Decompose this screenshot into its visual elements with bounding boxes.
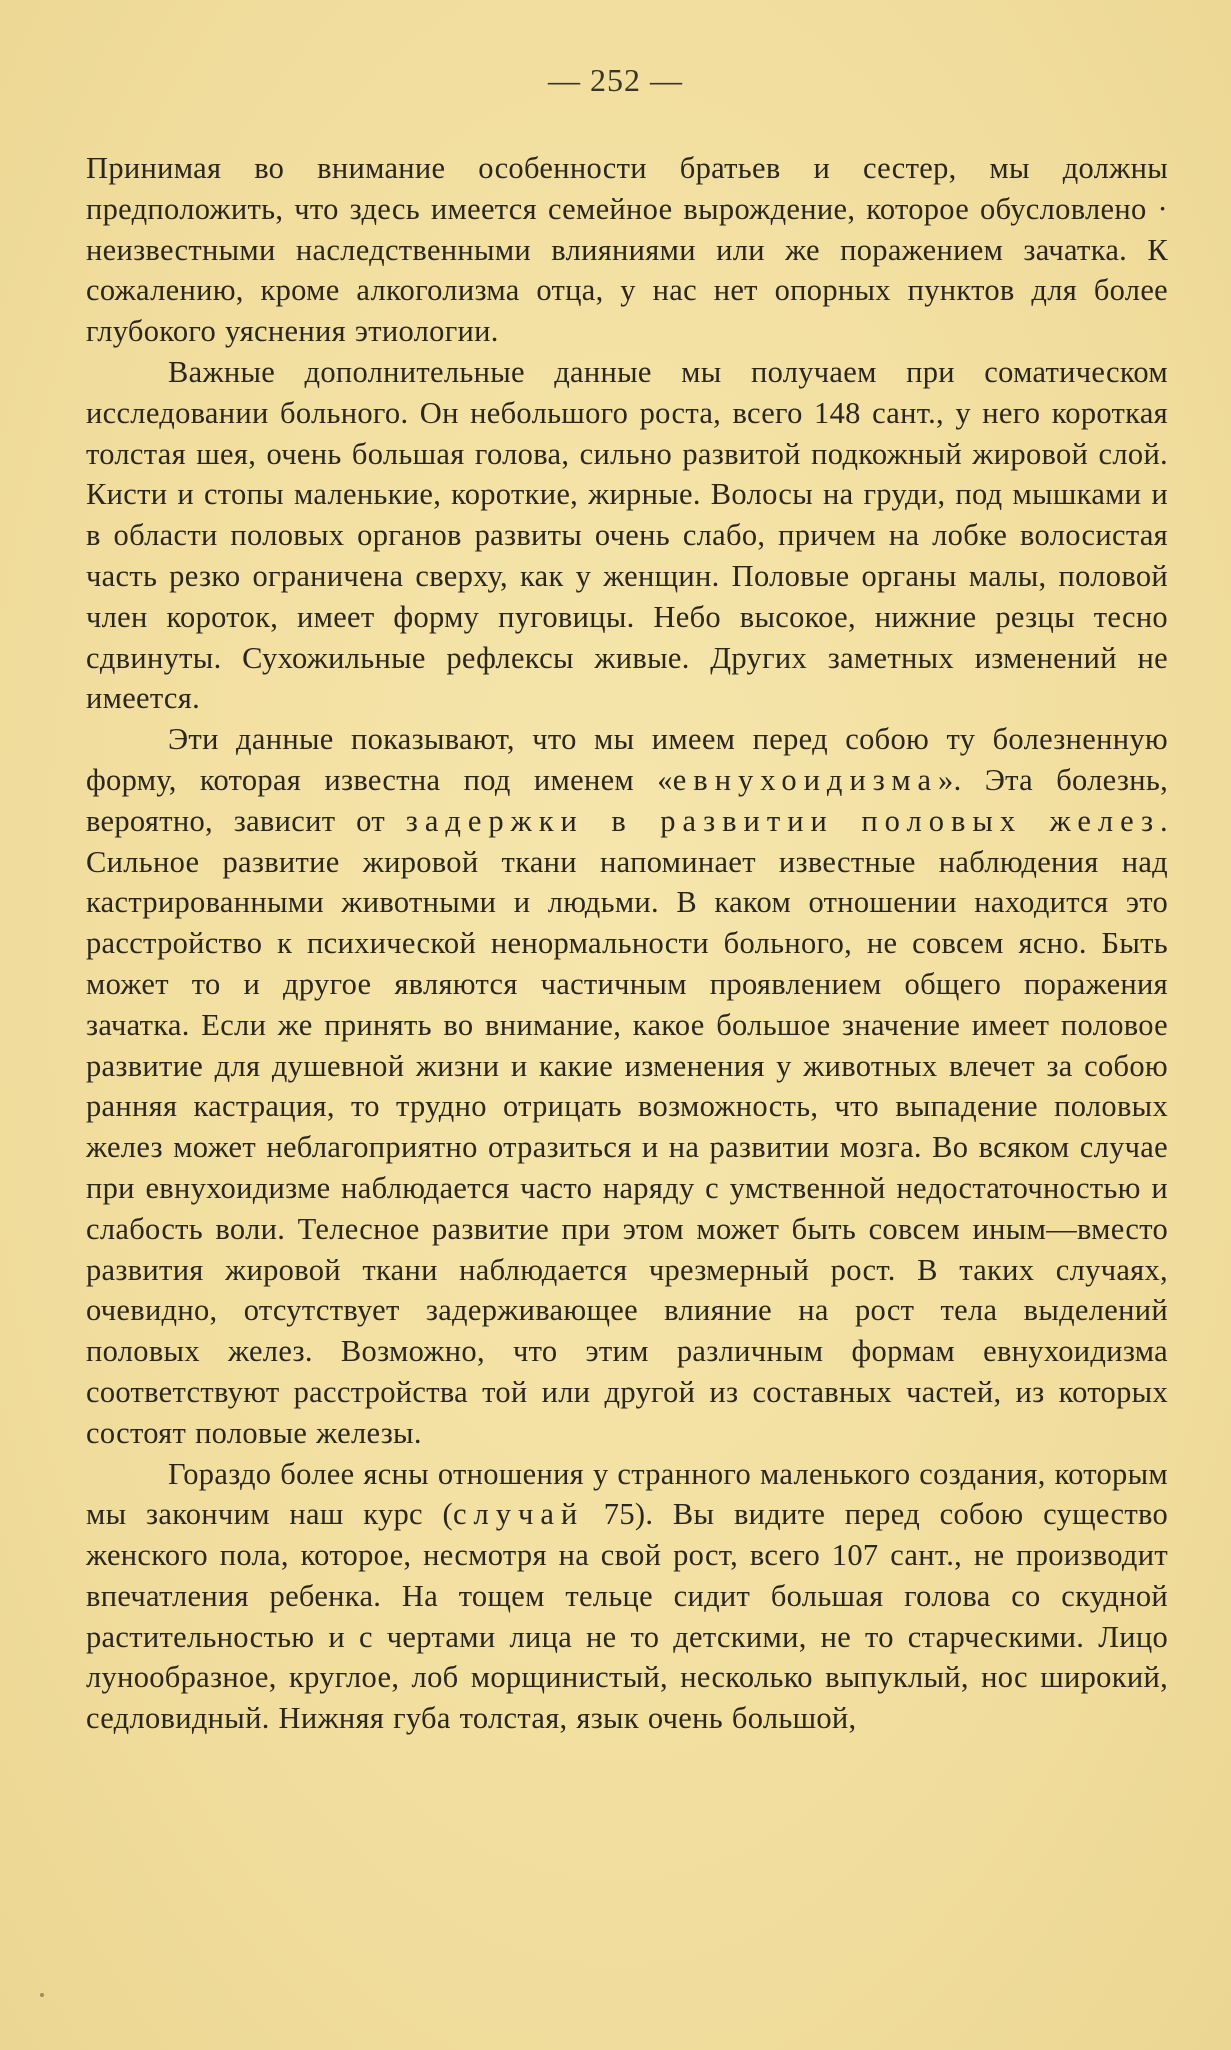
paragraph: [86, 1454, 1168, 1740]
paragraph: [86, 148, 1168, 352]
spaced-term: задержки в развитии половых желез: [405, 803, 1161, 838]
text-segment: Эти данные показывают, что мы имеем перед собою ту болезненную форму, которая известна под именем «: [86, 722, 1168, 797]
paragraph: [86, 352, 1168, 719]
spaced-term: случай: [452, 1497, 585, 1532]
text-segment: Гораздо более ясны отношения у странного маленького создания, которым мы закончим наш курс (: [86, 1456, 1168, 1532]
text-segment: Важные дополнительные данные мы получаем при соматическом исследовании больного. Он небольшого роста, всего 148 сант., у него короткая толстая шея, очень большая голова, сильно развитой подкожный жировой слой. Кисти и стопы маленькие, короткие, жирные. Волосы на груди, под мышками и в области половых органов развиты очень слабо, причем на лобке волосистая часть резко ограничена сверху, как у женщин. Половые органы малы, половой член короток, имеет форму пуговицы. Небо высокое, нижние резцы тесно сдвинуты. Сухожильные рефлексы живые. Других заметных изменений не имеется.: [86, 354, 1168, 716]
paragraph: [86, 719, 1168, 1453]
text-segment: Принимая во внимание особенности братьев и сестер, мы должны предположить, что здесь имеется семейное вырождение, которое обусловлено · неизвестными наследственными влияниями или же поражением зачатка. К сожалению, кроме алкоголизма отца, у нас нет опорных пунктов для более глубокого уяснения этиологии.: [86, 151, 1168, 349]
body-text: [86, 148, 1168, 1739]
text-segment: . Сильное развитие жировой ткани напоминает известные наблюдения над кастрированными животными и людьми. В каком отношении находится это расстройство к психической ненормальности больного, не совсем ясно. Быть может то и другое являются частичным проявлением общего поражения зачатка. Если же принять во внимание, какое большое значение имеет половое развитие для душевной жизни и какие изменения у животных влечет за собою ранняя кастрация, то трудно отрицать возможность, что выпадение половых желез может неблагоприятно отразиться и на развитии мозга. Во всяком случае при евнухоидизме наблюдается часто наряду с умственной недостаточностью и слабость воли. Телесное развитие при этом может быть совсем иным—вместо развития жировой ткани наблюдается чрезмерный рост. В таких случаях, очевидно, отсутствует задерживающее влияние на рост тела выделений половых желез. Возможно, что этим различным формам евнухоидизма соответствуют расстройства той или другой из составных частей, из которых состоят половые железы.: [86, 803, 1168, 1450]
page-number: — 252 —: [548, 62, 683, 98]
text-segment: ». Эта болезнь, вероятно, зависит от: [86, 762, 1168, 838]
paper-speck: [40, 1993, 44, 1997]
text-segment: 75). Вы видите перед собою существо женского пола, которое, несмотря на свой рост, всего 107 сант., не производит впечатления ребенка. На тощем тельце сидит большая голова со скудной растительностью и с чертами лица не то детскими, не то старческими. Лицо лунообразное, круглое, лоб морщинистый, несколько выпуклый, нос широкий, седловидный. Нижняя губа толстая, язык очень большой,: [86, 1497, 1168, 1736]
spaced-term: евнухоидизма: [672, 762, 939, 797]
